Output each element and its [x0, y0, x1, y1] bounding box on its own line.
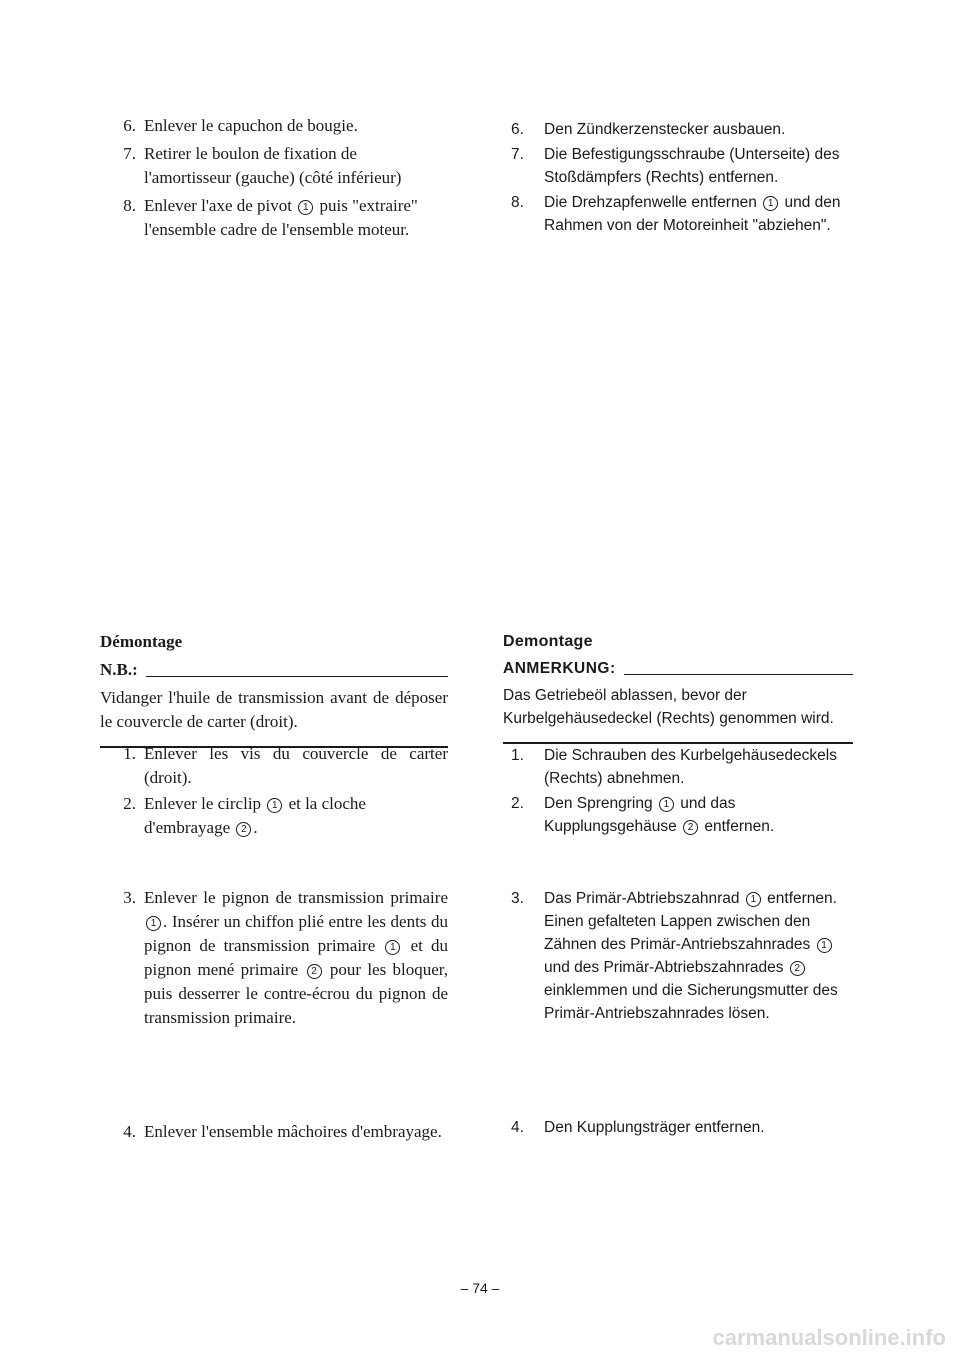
fr-nb-rule [146, 676, 448, 677]
de-step-3-block [508, 887, 854, 1025]
fr-nb-text: Vidanger l'huile de transmission avant de déposer le couvercle de carter (droit). [100, 688, 448, 731]
fr-section-header [100, 630, 448, 748]
callout-2-icon: 2 [790, 961, 805, 976]
de-step-3: 3. Das Primär-Abtriebszahnrad 1 entfernen. Einen gefalteten Lappen zwischen den Zähnen des Primär-Antriebszahnrades 1 und des Primär-Abtriebszahnrades 2 einklemmen und die Sicherungsmutter des Primär-Antriebszahnrades lösen. [511, 890, 838, 1022]
de-steps-1-2 [508, 744, 854, 838]
fr-steps-1-2 [106, 742, 448, 840]
callout-1-icon: 1 [746, 892, 761, 907]
callout-1-icon: 1 [298, 200, 313, 215]
de-nb-row [503, 657, 853, 680]
de-step-8: 8. Die Drehzapfenwelle entfernen 1 und den Rahmen von der Motoreinheit "abziehen". [511, 194, 841, 234]
fr-top-steps [106, 114, 448, 242]
de-step-4-block [508, 1116, 854, 1139]
de-step-2: 2. Den Sprengring 1 und das Kupplungsgehäuse 2 entfernen. [511, 795, 775, 835]
watermark: carmanualsonline.info [712, 1325, 946, 1350]
fr-step-3-block [106, 886, 448, 1030]
callout-1-icon: 1 [267, 798, 282, 813]
fr-step-3: 3. Enlever le pignon de transmission primaire 1 . Insérer un chiffon plié entre les dents du pignon de transmission primaire 1 et du pignon mené primaire 2 pour les bloquer, puis desserrer le contre-écrou du pignon de transmission primaire. [123, 888, 449, 1027]
fr-nb-label: N.B.: [100, 660, 138, 679]
callout-1-icon: 1 [763, 196, 778, 211]
fr-step-4-block [106, 1120, 448, 1144]
callout-2-icon: 2 [236, 822, 251, 837]
fr-step-4: 4. Enlever l'ensemble mâchoires d'embrayage. [123, 1122, 442, 1141]
fr-step-1: 1. Enlever les vis du couvercle de carter (droit). [123, 744, 448, 787]
fr-nb-row [100, 658, 448, 682]
fr-step-7: 7. Retirer le boulon de fixation de l'amortisseur (gauche) (côté inférieur) [123, 144, 402, 187]
fr-step-8: 8. Enlever l'axe de pivot 1 puis "extraire" l'ensemble cadre de l'ensemble moteur. [123, 196, 418, 239]
callout-1-icon: 1 [659, 797, 674, 812]
de-step-7: 7. Die Befestigungsschraube (Unterseite) des Stoßdämpfers (Rechts) entfernen. [511, 146, 840, 186]
de-nb-rule [624, 674, 853, 675]
de-nb-text: Das Getriebeöl ablassen, bevor der Kurbelgehäusedeckel (Rechts) genommen wird. [503, 687, 834, 727]
de-section-header [503, 630, 853, 744]
callout-1-icon: 1 [146, 916, 161, 931]
de-step-1: 1. Die Schrauben des Kurbelgehäusedeckels (Rechts) abnehmen. [511, 747, 837, 787]
de-step-6: 6. Den Zündkerzenstecker ausbauen. [511, 121, 786, 138]
fr-step-2: 2. Enlever le circlip 1 et la cloche d'embrayage 2 . [123, 794, 366, 837]
de-step-4: 4. Den Kupplungsträger entfernen. [511, 1119, 765, 1136]
de-nb-label: ANMERKUNG: [503, 660, 616, 677]
page-number: – 74 – [460, 1280, 500, 1296]
callout-1-icon: 1 [817, 938, 832, 953]
fr-section-title: Démontage [100, 632, 183, 651]
callout-2-icon: 2 [683, 820, 698, 835]
de-section-title: Demontage [503, 633, 593, 650]
callout-1-icon: 1 [385, 940, 400, 955]
fr-step-6: 6. Enlever le capuchon de bougie. [123, 116, 358, 135]
callout-2-icon: 2 [307, 964, 322, 979]
de-top-steps [508, 118, 854, 237]
